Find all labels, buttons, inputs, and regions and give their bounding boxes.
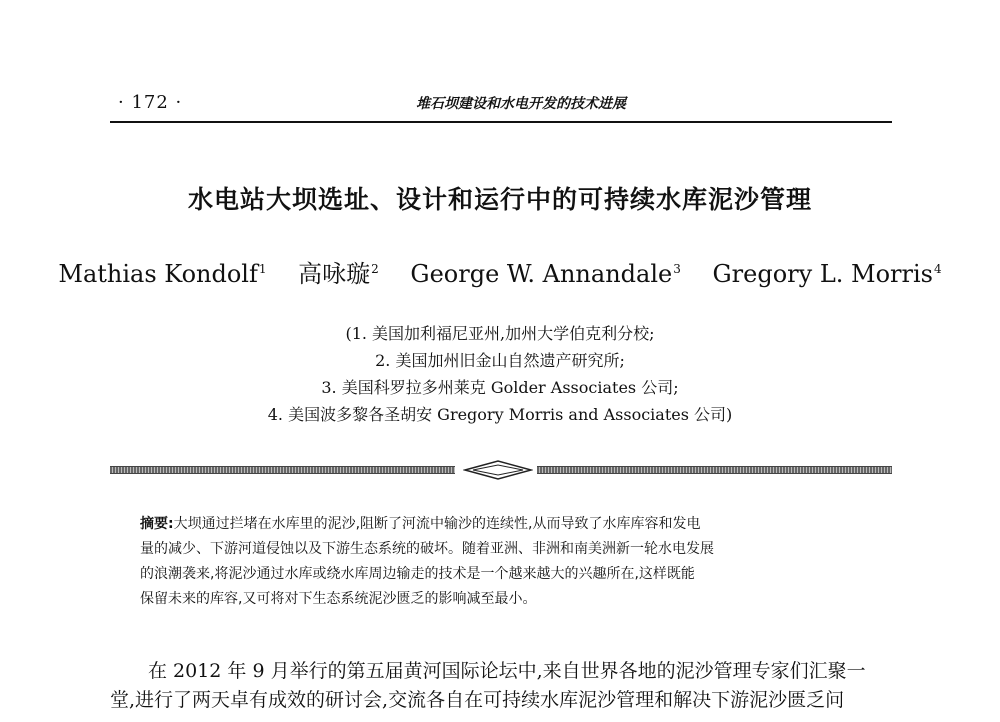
body-paragraph <box>110 657 900 715</box>
running-header <box>110 88 892 118</box>
author-name: Gregory L. Morris <box>712 260 933 288</box>
section-divider <box>110 460 892 480</box>
abstract-line <box>140 512 860 537</box>
author-name: Mathias Kondolf <box>58 260 258 288</box>
abstract-line: 保留未来的库容,又可将对下生态系统泥沙匮乏的影响减至最小。 <box>140 591 537 607</box>
affiliation-mark: 3 <box>673 262 681 276</box>
diamond-ornament-icon <box>463 460 533 480</box>
affiliation-line: 2. 美国加州旧金山自然遗产研究所; <box>375 351 625 370</box>
affiliation-list <box>0 320 1000 428</box>
author <box>298 260 379 288</box>
affiliation-line: 3. 美国科罗拉多州莱克 Golder Associates 公司; <box>321 378 679 397</box>
article-title: 水电站大坝选址、设计和运行中的可持续水库泥沙管理 <box>187 185 812 214</box>
page-number: · 172 · <box>118 92 183 113</box>
author <box>713 260 942 288</box>
affiliation-line: 4. 美国波多黎各圣胡安 Gregory Morris and Associates 公司) <box>267 405 733 424</box>
abstract-text: 大坝通过拦堵在水库里的泥沙,阻断了河流中输沙的连续性,从而导致了水库库容和发电 <box>173 516 701 532</box>
body-line: 在 2012 年 9 月举行的第五届黄河国际论坛中,来自世界各地的泥沙管理专家们汇聚一 <box>148 660 866 682</box>
author-list <box>0 254 1000 289</box>
affiliation-line: (1. 美国加利福尼亚州,加州大学伯克利分校; <box>345 324 655 343</box>
abstract <box>140 512 860 612</box>
author <box>58 260 266 288</box>
affiliation-mark: 4 <box>933 262 942 276</box>
header-rule <box>110 121 892 123</box>
abstract-label: 摘要: <box>140 516 174 532</box>
body-line: 堂,进行了两天卓有成效的研讨会,交流各自在可持续水库泥沙管理和解决下游泥沙匮乏问 <box>110 689 845 711</box>
abstract-line: 量的减少、下游河道侵蚀以及下游生态系统的破坏。随着亚洲、非洲和南美洲新一轮水电发展 <box>140 541 714 557</box>
affiliation-mark: 1 <box>258 262 267 276</box>
abstract-line: 的浪潮袭来,将泥沙通过水库或绕水库周边输走的技术是一个越来越大的兴趣所在,这样既能 <box>140 566 695 582</box>
author <box>410 260 680 288</box>
divider-bar-left <box>110 466 455 474</box>
author-name: 高咏璇 <box>298 260 371 288</box>
running-title: 堆石坝建设和水电开发的技术进展 <box>416 96 626 112</box>
affiliation-mark: 2 <box>371 262 379 276</box>
divider-bar-right <box>537 466 892 474</box>
author-name: George W. Annandale <box>410 260 673 288</box>
